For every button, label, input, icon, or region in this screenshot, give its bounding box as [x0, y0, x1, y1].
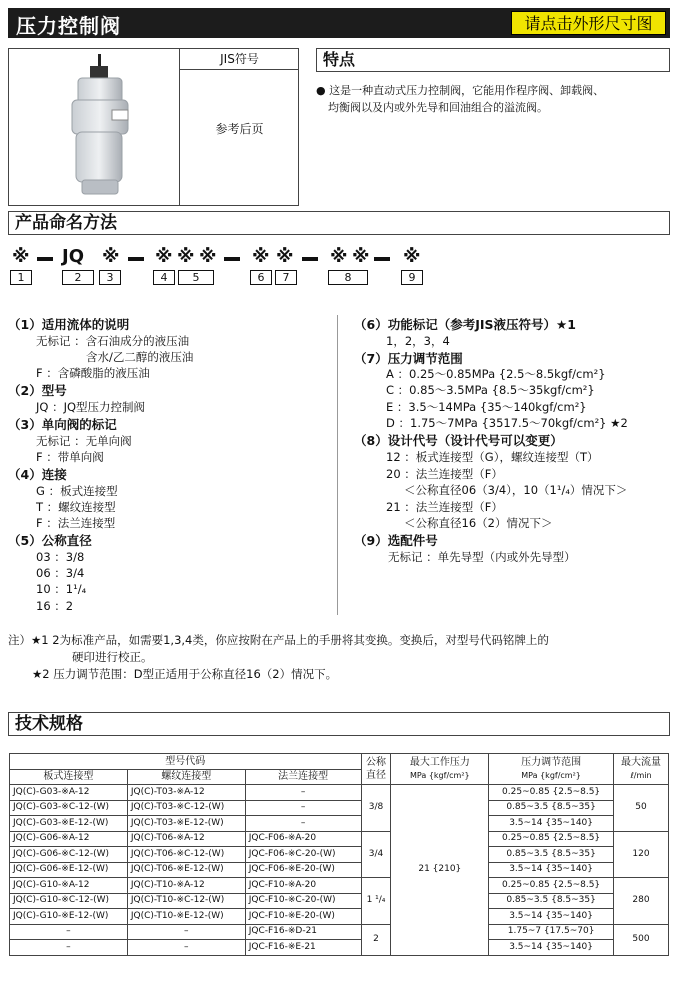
note-line: 注）★1 2为标准产品，如需要1,3,4类，你应按附在产品上的手册将其变换。变换后，对型号代码铭牌上的 [8, 633, 549, 647]
header-flange: 法兰连接型 [245, 769, 361, 785]
item-line: C ：0.85～3.5MPa {8.5～35kgf/cm²} [386, 383, 595, 397]
position-box: 5 [178, 270, 214, 285]
item-line: F ：带单向阀 [36, 450, 104, 464]
position-box: 7 [275, 270, 297, 285]
item-heading: （6）功能标记（参考JIS液压符号）★1 [354, 317, 576, 332]
max-pressure: 21 {210} [391, 785, 489, 956]
table-row: – – JQC-F16-※E-21 3.5~14 {35~140} [10, 940, 669, 956]
item-line: 10 ：1¹/₄ [36, 582, 87, 596]
spec-heading: 技术规格 [8, 712, 670, 736]
item-line: 16 ：2 [36, 599, 74, 613]
code-symbol: ※ [252, 246, 270, 267]
spec-table [9, 753, 669, 956]
code-dash [128, 257, 144, 261]
item-heading: （1）适用流体的说明 [8, 317, 130, 332]
item-line: ＜公称直径06（3/4），10（1¹/₄）情况下＞ [404, 483, 628, 497]
position-box: 9 [401, 270, 423, 285]
item-line: A ：0.25～0.85MPa {2.5～8.5kgf/cm²} [386, 367, 606, 381]
valve-image [8, 48, 180, 206]
code-symbol: ※ [352, 246, 370, 267]
features-line: ● 这是一种直动式压力控制阀，它能用作程序阀、卸载阀、 [316, 84, 605, 97]
max-flow: 500 [614, 924, 669, 955]
header-model-code: 型号代码 [10, 754, 362, 770]
features-heading: 特点 [316, 48, 670, 72]
table-row: JQ(C)-G06-※A-12 JQ(C)-T06-※A-12 JQC-F06-※A-20 3/4 0.25~0.85 {2.5~8.5} 120 [10, 831, 669, 847]
item-line: E ：3.5～14MPa {35～140kgf/cm²} [386, 400, 587, 414]
table-row: JQ(C)-G03-※A-12 JQ(C)-T03-※A-12 – 3/8 21 {210} 0.25~0.85 {2.5~8.5} 50 [10, 785, 669, 801]
code-symbol: ※ [102, 246, 120, 267]
item-line: D ：1.75～7MPa {3517.5～70kgf/cm²} ★2 [386, 416, 628, 430]
item-line: 含水/乙二醇的液压油 [86, 350, 194, 364]
item-line: 无标记 ：无单向阀 [36, 434, 132, 448]
item-heading: （5）公称直径 [8, 533, 92, 548]
item-line: F ：含磷酸脂的液压油 [36, 366, 150, 380]
dimension-drawing-link[interactable]: 请点击外形尺寸图 [511, 11, 666, 35]
product-image-cell [8, 48, 180, 206]
header-max-pressure: 最大工作压力 MPa {kgf/cm²} [391, 754, 489, 785]
max-flow: 120 [614, 831, 669, 878]
table-row: JQ(C)-G06-※C-12-(W) JQ(C)-T06-※C-12-(W) JQC-F06-※C-20-(W) 0.85~3.5 {8.5~35} [10, 847, 669, 863]
item-line: 无标记 ：单先导型（内或外先导型） [388, 550, 576, 564]
table-header-row [10, 754, 669, 770]
jis-symbol-header: JIS符号 [180, 48, 299, 70]
position-box: 3 [99, 270, 121, 285]
item-heading: （8）设计代号（设计代号可以变更） [354, 433, 563, 448]
code-symbol: ※ [403, 246, 421, 267]
table-row: JQ(C)-G10-※E-12-(W) JQ(C)-T10-※E-12-(W) JQC-F10-※E-20-(W) 3.5~14 {35~140} [10, 909, 669, 925]
item-line: 06 ：3/4 [36, 566, 85, 580]
table-row: JQ(C)-G10-※C-12-(W) JQ(C)-T10-※C-12-(W) JQC-F10-※C-20-(W) 0.85~3.5 {8.5~35} [10, 893, 669, 909]
code-symbol: ※ [199, 246, 217, 267]
position-box: 2 [62, 270, 94, 285]
page-title: 压力控制阀 [16, 14, 121, 38]
header-pressure-range: 压力调节范围 MPa {kgf/cm²} [489, 754, 614, 785]
code-dash [302, 257, 318, 261]
item-line: 1，2，3，4 [386, 334, 450, 348]
naming-heading: 产品命名方法 [8, 211, 670, 235]
max-flow: 50 [614, 785, 669, 832]
position-box: 8 [328, 270, 368, 285]
table-row: JQ(C)-G10-※A-12 JQ(C)-T10-※A-12 JQC-F10-※A-20 1 ¹/₄ 0.25~0.85 {2.5~8.5} 280 [10, 878, 669, 894]
table-row: – – JQC-F16-※D-21 2 1.75~7 {17.5~70} 500 [10, 924, 669, 940]
nominal-size: 3/4 [361, 831, 391, 878]
jis-reference-text: 参考后页 [215, 122, 264, 136]
table-row: JQ(C)-G06-※E-12-(W) JQ(C)-T06-※E-12-(W) JQC-F06-※E-20-(W) 3.5~14 {35~140} [10, 862, 669, 878]
item-line: JQ ：JQ型压力控制阀 [36, 400, 146, 414]
column-divider [337, 315, 338, 615]
position-box: 4 [153, 270, 175, 285]
note-line: 硬印进行校正。 [72, 650, 153, 664]
code-symbol: ※ [155, 246, 173, 267]
item-line: 无标记 ：含石油成分的液压油 [36, 334, 190, 348]
item-line: F ：法兰连接型 [36, 516, 116, 530]
nominal-size: 1 ¹/₄ [361, 878, 391, 925]
item-heading: （4）连接 [8, 467, 67, 482]
code-symbol: ※ [12, 246, 30, 267]
code-dash [37, 257, 53, 261]
note-line: ★2 压力调节范围：D型正适用于公称直径16（2）情况下。 [32, 667, 338, 681]
nominal-size: 3/8 [361, 785, 391, 832]
code-symbol: ※ [330, 246, 348, 267]
item-line: G ：板式连接型 [36, 484, 118, 498]
header-thread: 螺纹连接型 [127, 769, 245, 785]
item-line: T ：螺纹连接型 [36, 500, 116, 514]
code-dash [374, 257, 390, 261]
position-box: 1 [10, 270, 32, 285]
item-line: 03 ：3/8 [36, 550, 85, 564]
item-heading: （2）型号 [8, 383, 67, 398]
item-line: ＜公称直径16（2）情况下＞ [404, 516, 553, 530]
max-flow: 280 [614, 878, 669, 925]
header-plate: 板式连接型 [10, 769, 128, 785]
header-max-flow: 最大流量 ℓ/min [614, 754, 669, 785]
item-heading: （7）压力调节范围 [354, 351, 463, 366]
code-symbol: ※ [177, 246, 195, 267]
item-heading: （9）选配件号 [354, 533, 438, 548]
code-symbol: ※ [276, 246, 294, 267]
features-line: 均衡阀以及内或外先导和回油组合的溢流阀。 [328, 101, 548, 114]
table-row: JQ(C)-G03-※E-12-(W) JQ(C)-T03-※E-12-(W) – 3.5~14 {35~140} [10, 816, 669, 832]
code-dash [224, 257, 240, 261]
nominal-size: 2 [361, 924, 391, 955]
item-heading: （3）单向阀的标记 [8, 417, 117, 432]
code-symbol: JQ [62, 246, 84, 267]
position-box: 6 [250, 270, 272, 285]
item-line: 20 ：法兰连接型（F） [386, 467, 503, 481]
table-row: JQ(C)-G03-※C-12-(W) JQ(C)-T03-※C-12-(W) – 0.85~3.5 {8.5~35} [10, 800, 669, 816]
item-line: 12 ：板式连接型（G），螺纹连接型（T） [386, 450, 599, 464]
features-text [316, 82, 666, 116]
header-nominal-size: 公称 直径 [361, 754, 391, 785]
item-line: 21 ：法兰连接型（F） [386, 500, 503, 514]
